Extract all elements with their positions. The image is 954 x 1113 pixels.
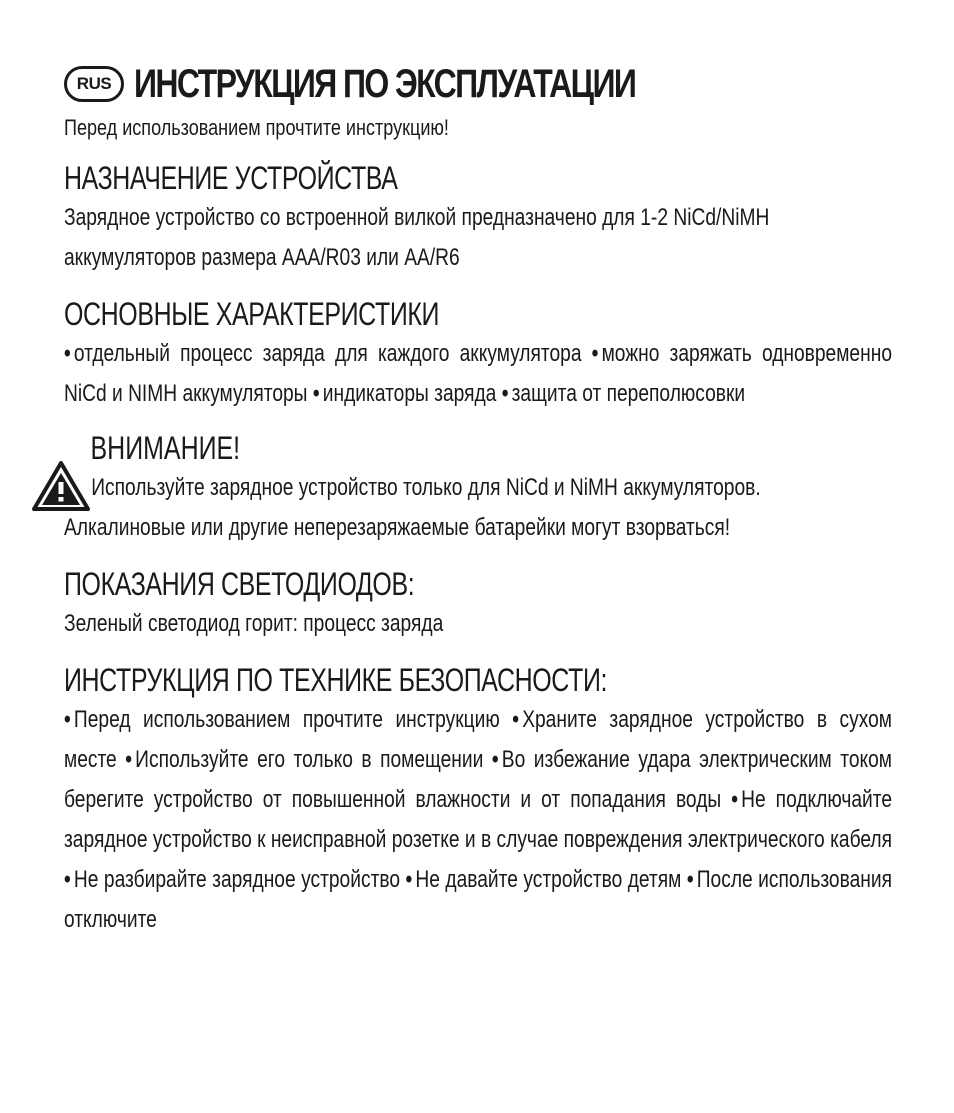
purpose-line-2: аккумуляторов размера AAA/R03 или AA/R6 [64, 244, 460, 271]
features-heading: ОСНОВНЫЕ ХАРАКТЕРИСТИКИ [64, 296, 440, 332]
safety-item [405, 866, 681, 893]
warning-title: ВНИМАНИЕ! [90, 430, 241, 466]
safety-item-text: Перед использованием прочтите инструкцию [73, 706, 500, 733]
leds-heading: ПОКАЗАНИЯ СВЕТОДИОДОВ: [64, 566, 415, 602]
bullet-icon: • [731, 786, 738, 813]
language-badge: RUS [64, 66, 124, 102]
safety-item-text: Используйте его только в помещении [135, 746, 484, 773]
bullet-icon: • [591, 340, 599, 367]
feature-item-text: можно заряжать одновременно NiCd и NIMH аккумуляторы [64, 340, 892, 407]
safety-item-text: Не давайте устройство детям [415, 866, 682, 893]
safety-heading: ИНСТРУКЦИЯ ПО ТЕХНИКЕ БЕЗОПАСНОСТИ: [64, 662, 608, 698]
safety-item-text: Не подключайте зарядное устройство к неисправной розетке и в случае повреждения электрического кабеля [64, 786, 892, 853]
warning-block [64, 428, 892, 548]
bullet-icon: • [501, 380, 509, 407]
bullet-icon: • [64, 866, 71, 893]
bullet-icon: • [512, 706, 519, 733]
safety-item-text: Не разбирайте зарядное устройство [73, 866, 401, 893]
feature-item-text: защита от переполюсовки [511, 380, 746, 407]
safety-list [64, 700, 892, 940]
leds-text: Зеленый светодиод горит: процесс заряда [64, 610, 444, 637]
purpose-heading: НАЗНАЧЕНИЕ УСТРОЙСТВА [64, 160, 398, 196]
safety-item [64, 866, 400, 893]
feature-item [64, 340, 582, 367]
safety-item-text: Храните зарядное устройство в сухом месте [64, 706, 892, 773]
feature-item [313, 380, 497, 407]
feature-item-text: отдельный процесс заряда для каждого аккумулятора [73, 340, 582, 367]
purpose-line-1: Зарядное устройство со встроенной вилкой предназначено для 1-2 NiCd/NiMH [64, 204, 770, 231]
page-title: ИНСТРУКЦИЯ ПО ЭКСПЛУАТАЦИИ [134, 61, 636, 106]
feature-item-text: индикаторы заряда [322, 380, 497, 407]
bullet-icon: • [312, 380, 320, 407]
features-list [64, 334, 892, 414]
bullet-icon: • [64, 706, 71, 733]
intro-text: Перед использованием прочтите инструкцию! [64, 115, 449, 140]
warning-line-1: Используйте зарядное устройство только для NiCd и NiMH аккумуляторов. [91, 474, 761, 501]
bullet-icon: • [686, 866, 694, 893]
bullet-icon: • [405, 866, 413, 893]
bullet-icon: • [64, 340, 71, 367]
safety-item [64, 706, 500, 733]
feature-item [502, 380, 745, 407]
safety-item [125, 746, 483, 773]
warning-line-2: Алкалиновые или другие неперезаряжаемые батарейки могут взорваться! [64, 514, 731, 541]
safety-item-text: После использования отключите [64, 866, 892, 933]
title-row [64, 58, 892, 110]
bullet-icon: • [491, 746, 499, 773]
manual-page [64, 58, 892, 940]
bullet-icon: • [125, 746, 132, 773]
safety-item-text: Во избежание удара электрическим током берегите устройство от повышенной влажности и от попадания воды [64, 746, 893, 813]
